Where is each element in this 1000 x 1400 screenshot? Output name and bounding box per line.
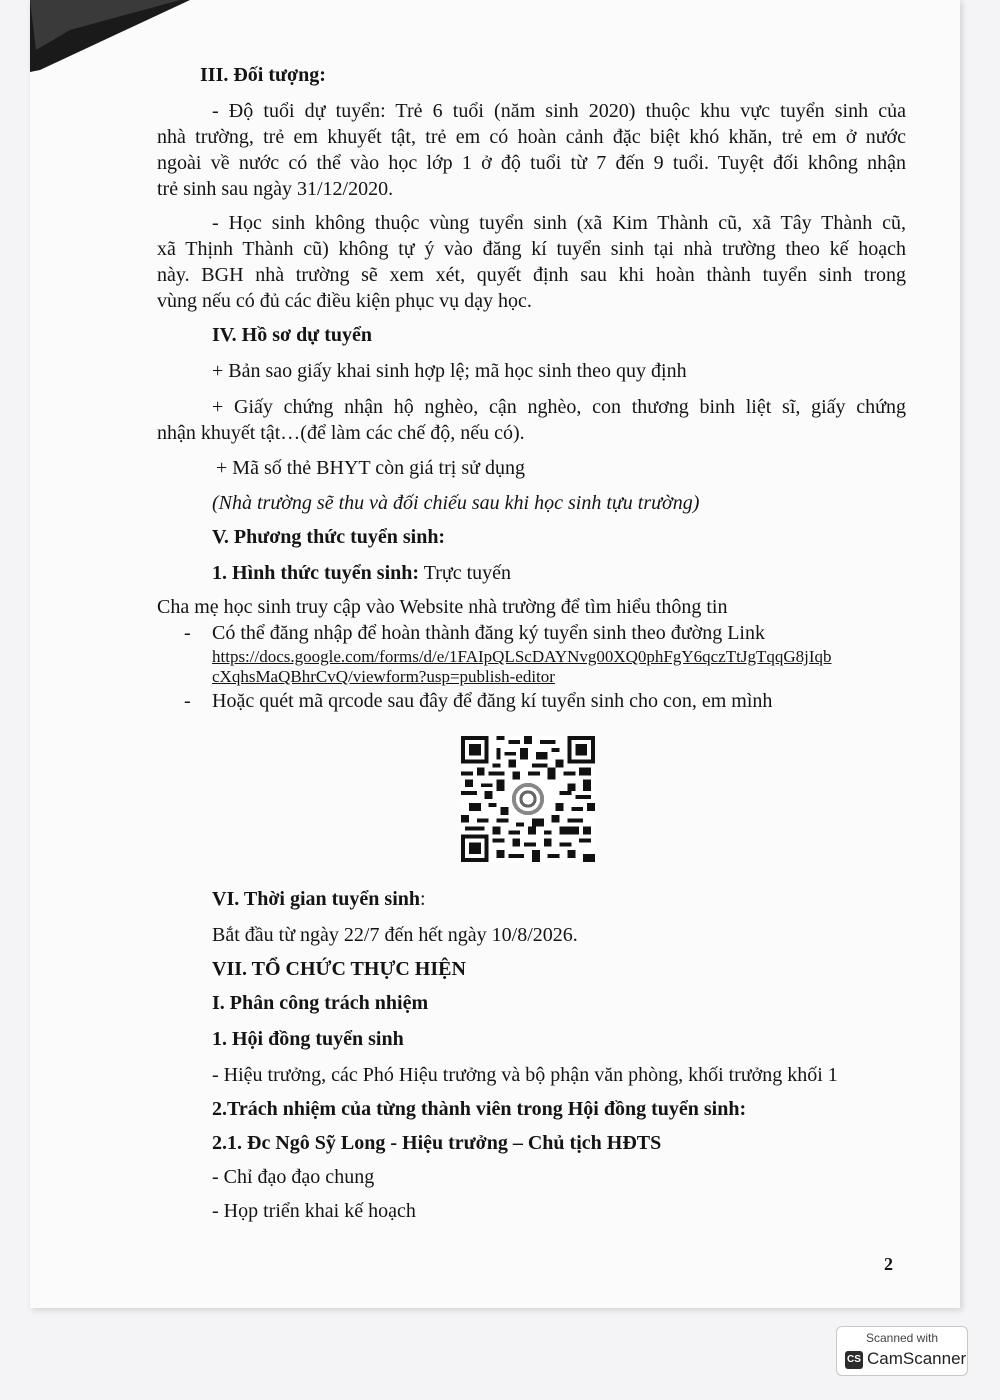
section-7-members: - Hiệu trưởng, các Phó Hiệu trưởng và bộ phận văn phòng, khối trưởng khối 1: [212, 1064, 838, 1086]
section-4-heading: IV. Hồ sơ dự tuyển: [212, 324, 372, 346]
section-5-sub1: [212, 560, 511, 586]
section-6-colon: :: [420, 888, 426, 910]
section-3-p1-line1: - Độ tuổi dự tuyển: Trẻ 6 tuổi (năm sinh 2020) thuộc khu vực tuyển sinh của: [212, 100, 906, 122]
section-3-p1-line4: trẻ sinh sau ngày 31/12/2020.: [157, 178, 394, 200]
camscanner-logo-icon: CS: [845, 1351, 863, 1369]
section-5-sub1-label: 1. Hình thức tuyển sinh:: [212, 562, 420, 584]
section-3-p2-line1: - Học sinh không thuộc vùng tuyển sinh (xã Kim Thành cũ, xã Tây Thành cũ,: [212, 212, 906, 234]
section-3-p2-line2: xã Thịnh Thành cũ) không tự ý vào đăng kí tuyển sinh tại nhà trường theo kế hoạch: [157, 238, 906, 260]
bullet-dash-2: -: [184, 690, 191, 712]
section-7-task-2: - Họp triển khai kế hoạch: [212, 1200, 416, 1222]
camscanner-name: CamScanner: [867, 1349, 967, 1368]
section-4-item-3: + Mã số thẻ BHYT còn giá trị sử dụng: [216, 457, 525, 479]
section-5-sub1-value: Trực tuyến: [419, 562, 512, 584]
section-7-task-1: - Chỉ đạo đạo chung: [212, 1166, 375, 1188]
registration-link-line1[interactable]: https://docs.google.com/forms/d/e/1FAIpQLScDAYNvg00XQ0phFgY6qczTtJgTqqG8jIqb: [212, 647, 832, 666]
section-3-p1-line3: ngoài về nước có thể vào học lớp 1 ở độ tuổi từ 7 đến 9 tuổi. Tuyệt đối không nhận: [157, 152, 906, 174]
section-4-note: (Nhà trường sẽ thu và đối chiếu sau khi học sinh tựu trường): [212, 492, 700, 514]
section-5-intro: Cha mẹ học sinh truy cập vào Website nhà trường để tìm hiểu thông tin: [157, 596, 728, 618]
section-3-heading: III. Đối tượng:: [200, 64, 326, 86]
section-4-item-2-line1: + Giấy chứng nhận hộ nghèo, cận nghèo, con thương binh liệt sĩ, giấy chứng: [212, 396, 906, 418]
section-3-p2-line3: này. BGH nhà trường sẽ xem xét, quyết định sau khi hoàn thành tuyển sinh trong: [157, 264, 906, 286]
section-5-heading: V. Phương thức tuyển sinh:: [212, 526, 446, 548]
section-4-item-2-line2: nhận khuyết tật…(để làm các chế độ, nếu có).: [157, 422, 525, 444]
section-6-heading: VI. Thời gian tuyển sinh: [212, 888, 421, 910]
section-7-sub-I: I. Phân công trách nhiệm: [212, 992, 429, 1014]
bullet-dash-1: -: [184, 622, 191, 644]
section-7-sub-2: 2.Trách nhiệm của từng thành viên trong Hội đồng tuyển sinh:: [212, 1098, 747, 1120]
registration-link-line2[interactable]: cXqhsMaQBhrCvQ/viewform?usp=publish-editor: [212, 667, 555, 686]
page-number: 2: [884, 1254, 893, 1274]
section-6-heading-line: [212, 886, 426, 912]
section-5-bullet-2: Hoặc quét mã qrcode sau đây để đăng kí tuyển sinh cho con, em mình: [212, 690, 773, 712]
section-6-text: Bắt đầu từ ngày 22/7 đến hết ngày 10/8/2026.: [212, 924, 578, 946]
section-7-heading: VII. TỔ CHỨC THỰC HIỆN: [212, 958, 466, 980]
scanned-with-text: Scanned with: [865, 1331, 939, 1345]
section-5-bullet-1: Có thể đăng nhập để hoàn thành đăng ký tuyển sinh theo đường Link: [212, 622, 765, 644]
section-7-sub-1: 1. Hội đồng tuyển sinh: [212, 1028, 404, 1050]
camscanner-watermark: [836, 1326, 968, 1376]
section-7-sub-21: 2.1. Đc Ngô Sỹ Long - Hiệu trưởng – Chủ tịch HĐTS: [212, 1132, 662, 1154]
section-4-item-1: + Bản sao giấy khai sinh hợp lệ; mã học sinh theo quy định: [212, 360, 687, 382]
registration-qr-code[interactable]: [460, 736, 596, 862]
section-3-p1-line2: nhà trường, trẻ em khuyết tật, trẻ em có hoàn cảnh đặc biệt khó khăn, trẻ em ở nước: [157, 126, 906, 148]
section-3-p2-line4: vùng nếu có đủ các điều kiện phục vụ dạy học.: [157, 290, 532, 312]
